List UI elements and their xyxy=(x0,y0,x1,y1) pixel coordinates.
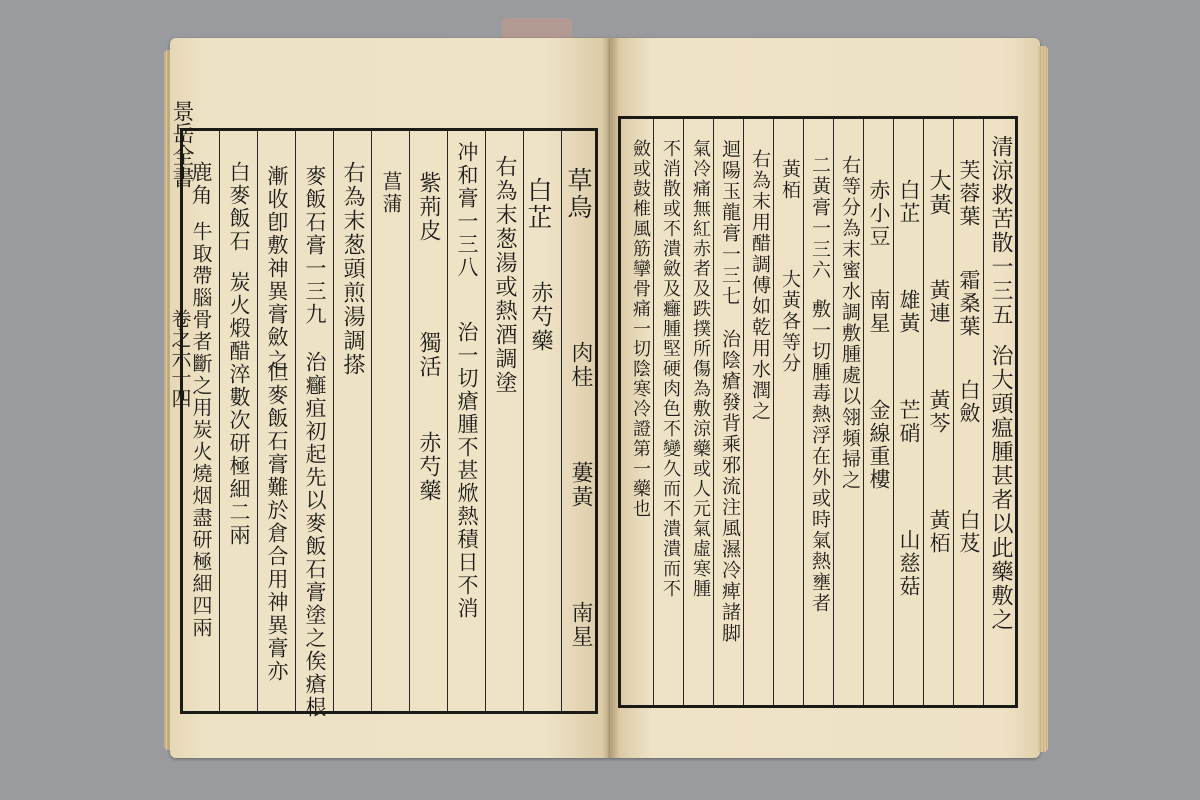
left-col-7: 右為末葱頭煎湯調搽 xyxy=(340,161,365,377)
right-col-1b: 治大頭瘟腫甚者以此藥敷之 xyxy=(988,344,1013,632)
book-gutter xyxy=(602,38,620,758)
right-col-11: 氣冷痛無紅赤者及跌撲所傷為敷涼藥或人元氣虛寒腫 xyxy=(690,139,711,599)
right-col-5: 赤小豆 xyxy=(867,179,891,248)
right-col-7: 二黃膏一三六 xyxy=(809,155,831,281)
right-col-9: 右為末用醋調傅如乾用水潤之 xyxy=(749,149,771,422)
right-col-2d: 白芨 xyxy=(957,509,981,555)
right-page xyxy=(610,38,1040,758)
right-col-4: 白芷 xyxy=(897,179,921,225)
left-col-8b: 治癰疽初起先以麥飯石膏塗之俟瘡根 xyxy=(303,351,327,719)
right-col-5c: 金線重樓 xyxy=(867,399,891,491)
right-col-2: 芙蓉葉 xyxy=(957,159,981,228)
left-col-1d: 南星 xyxy=(568,601,593,649)
right-col-3d: 黃栢 xyxy=(927,509,951,555)
left-col-2b: 赤芍藥 xyxy=(528,281,553,353)
right-col-3b: 黃連 xyxy=(927,279,951,325)
left-col-10: 白麥飯石 xyxy=(227,161,251,253)
right-col-13: 斂或鼓椎風筋攣骨痛一切陰寒冷證第一藥也 xyxy=(630,139,651,519)
left-col-6: 菖蒲 xyxy=(379,171,403,215)
right-page-edge xyxy=(1038,46,1048,752)
left-col-5b: 獨活 xyxy=(416,331,441,379)
right-col-8b: 大黃各等分 xyxy=(779,269,801,374)
left-col-8: 麥飯石膏一三九 xyxy=(303,165,327,326)
right-col-4b: 雄黃 xyxy=(897,289,921,335)
right-col-5b: 南星 xyxy=(867,289,891,335)
left-col-1b: 肉桂 xyxy=(568,341,593,389)
right-col-1: 清涼救苦散一三五 xyxy=(988,135,1013,327)
left-col-9: 漸收卽敷神異膏斂之 xyxy=(265,165,289,372)
left-col-11: 鹿角 xyxy=(189,161,213,207)
left-col-9b: 但麥飯石膏難於倉合用神異膏亦 xyxy=(265,361,289,683)
right-col-4c: 芒硝 xyxy=(897,399,921,445)
right-col-10b: 治陰瘡發背乘邪流注風濕冷痺諸脚 xyxy=(719,329,741,644)
left-col-1c: 蔞黃 xyxy=(568,461,593,509)
left-col-3: 右為末葱湯或熱酒調塗 xyxy=(492,155,517,395)
left-page xyxy=(170,38,610,758)
left-edge-volume: 卷之六十四 xyxy=(168,308,192,408)
right-col-10: 迴陽玉龍膏一三七 xyxy=(719,139,741,307)
right-text-frame xyxy=(618,116,1018,708)
right-col-2c: 白斂 xyxy=(957,379,981,425)
left-col-5: 紫荊皮 xyxy=(416,171,441,243)
right-col-2b: 霜桑葉 xyxy=(957,269,981,338)
right-col-12: 不消散或不潰斂及癰腫堅硬肉色不變久而不潰潰而不 xyxy=(660,139,681,599)
right-col-7b: 敷一切腫毒熱浮在外或時氣熱壅者 xyxy=(809,299,831,614)
left-col-11b: 牛取帶腦骨者斷之用炭火燒烟盡研極細四兩 xyxy=(189,221,213,639)
left-col-4b: 治一切瘡腫不甚焮熱積日不消 xyxy=(455,321,479,620)
left-edge-title: 景岳全書 xyxy=(169,100,194,188)
left-col-5c: 赤芍藥 xyxy=(416,431,441,503)
right-col-4d: 山慈菇 xyxy=(897,529,921,598)
left-col-1: 草烏 xyxy=(564,167,593,221)
right-col-6: 右等分為末蜜水調敷腫處以翎頻掃之 xyxy=(839,155,861,491)
left-col-4: 冲和膏一三八 xyxy=(455,141,479,279)
right-col-8: 黃栢 xyxy=(779,159,801,201)
right-col-3: 大黃 xyxy=(926,169,951,217)
left-col-2: 白芷 xyxy=(524,177,553,231)
open-book xyxy=(170,38,1042,760)
left-col-10b: 炭火煅醋淬數次研極細二兩 xyxy=(227,271,251,547)
left-text-frame xyxy=(180,128,598,719)
right-col-3c: 黃芩 xyxy=(927,389,951,435)
